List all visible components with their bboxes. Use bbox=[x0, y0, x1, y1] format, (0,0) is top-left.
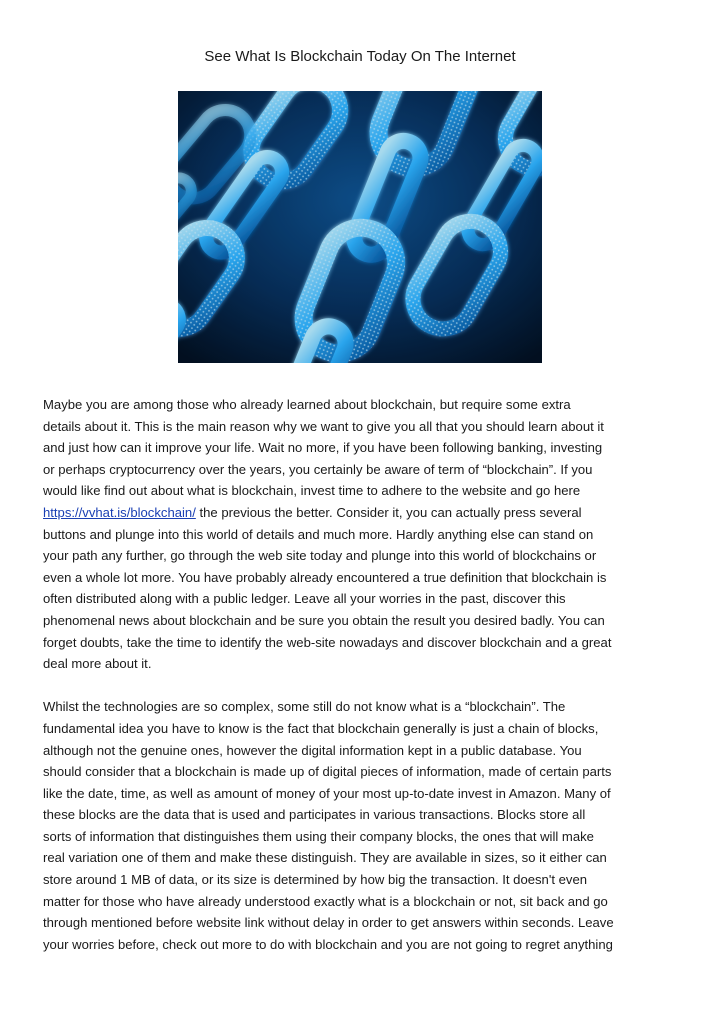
paragraph-1-line: often distributed along with a public ledger. Leave all your worries in the past, discover this bbox=[43, 591, 566, 607]
paragraph-1-line: phenomenal news about blockchain and be sure you obtain the result you desired badly. You can bbox=[43, 612, 605, 628]
paragraph-gap bbox=[43, 675, 683, 697]
page-title: See What Is Blockchain Today On The Internet bbox=[204, 48, 516, 65]
paragraph-2-line: Whilst the technologies are so complex, some still do not know what is a “blockchain”. The bbox=[43, 699, 566, 715]
paragraph-1-line: deal more about it. bbox=[43, 656, 152, 672]
paragraph-2-line: should consider that a blockchain is made up of digital pieces of information, made of certain parts bbox=[43, 764, 612, 780]
paragraph-1-line-text: the previous the better. Consider it, you can actually press several bbox=[195, 504, 582, 520]
paragraph-1-line: Maybe you are among those who already learned about blockchain, but require some extra bbox=[43, 397, 571, 412]
paragraph-2-line: matter for those who have already understood exactly what is a blockchain or not, sit back and go bbox=[43, 893, 608, 909]
paragraph-2-line: sorts of information that distinguishes them using their company blocks, the ones that will make bbox=[43, 828, 594, 844]
paragraph-2-line: store around 1 MB of data, or its size is determined by how big the transaction. It doesn't even bbox=[43, 872, 588, 888]
paragraph-2-line: like the date, time, as well as amount of money of your most up-to-date invest in Amazon. Many of bbox=[43, 785, 611, 801]
paragraph-1-line: forget doubts, take the time to identify the web-site nowadays and discover blockchain and a great bbox=[43, 634, 612, 650]
paragraph-2-line: your worries before, check out more to do with blockchain and you are not going to regret anything bbox=[43, 936, 613, 952]
blockchain-link[interactable]: https://vvhat.is/blockchain/ bbox=[43, 504, 196, 520]
paragraph-1-line: even a whole lot more. You have probably already encountered a true definition that blockchain is bbox=[43, 569, 607, 585]
paragraph-1-line: your path any further, go through the web site today and plunge into this world of blockchains or bbox=[43, 548, 597, 564]
blockchain-chains-image bbox=[178, 91, 542, 363]
paragraph-1-line-with-link bbox=[43, 502, 683, 524]
paragraph-1-line: and just how can it improve your life. Wait no more, if you have been following banking, investing bbox=[43, 440, 603, 456]
paragraph-2-line: through mentioned before website link without delay in order to get answers within seconds. Leave bbox=[43, 915, 614, 931]
paragraph-2-line: these blocks are the data that is used and participates in various transactions. Blocks store all bbox=[43, 807, 586, 823]
paragraph-1-line: buttons and plunge into this world of details and much more. Hardly anything else can stand on bbox=[43, 526, 594, 542]
article-body bbox=[43, 394, 683, 955]
paragraph-1-line: details about it. This is the main reason why we want to give you all that you should learn about it bbox=[43, 418, 604, 434]
paragraph-1-line: or perhaps cryptocurrency over the years, you certainly be aware of term of “blockchain”. If you bbox=[43, 461, 593, 477]
paragraph-2-line: real variation one of them and make these distinguish. They are available in sizes, so it either can bbox=[43, 850, 607, 866]
paragraph-1-line: would like find out about what is blockchain, invest time to adhere to the website and go here bbox=[43, 483, 581, 499]
paragraph-2-line: fundamental idea you have to know is the fact that blockchain generally is just a chain of blocks, bbox=[43, 720, 599, 736]
paragraph-2-line: although not the genuine ones, however the digital information kept in a public database. You bbox=[43, 742, 582, 758]
